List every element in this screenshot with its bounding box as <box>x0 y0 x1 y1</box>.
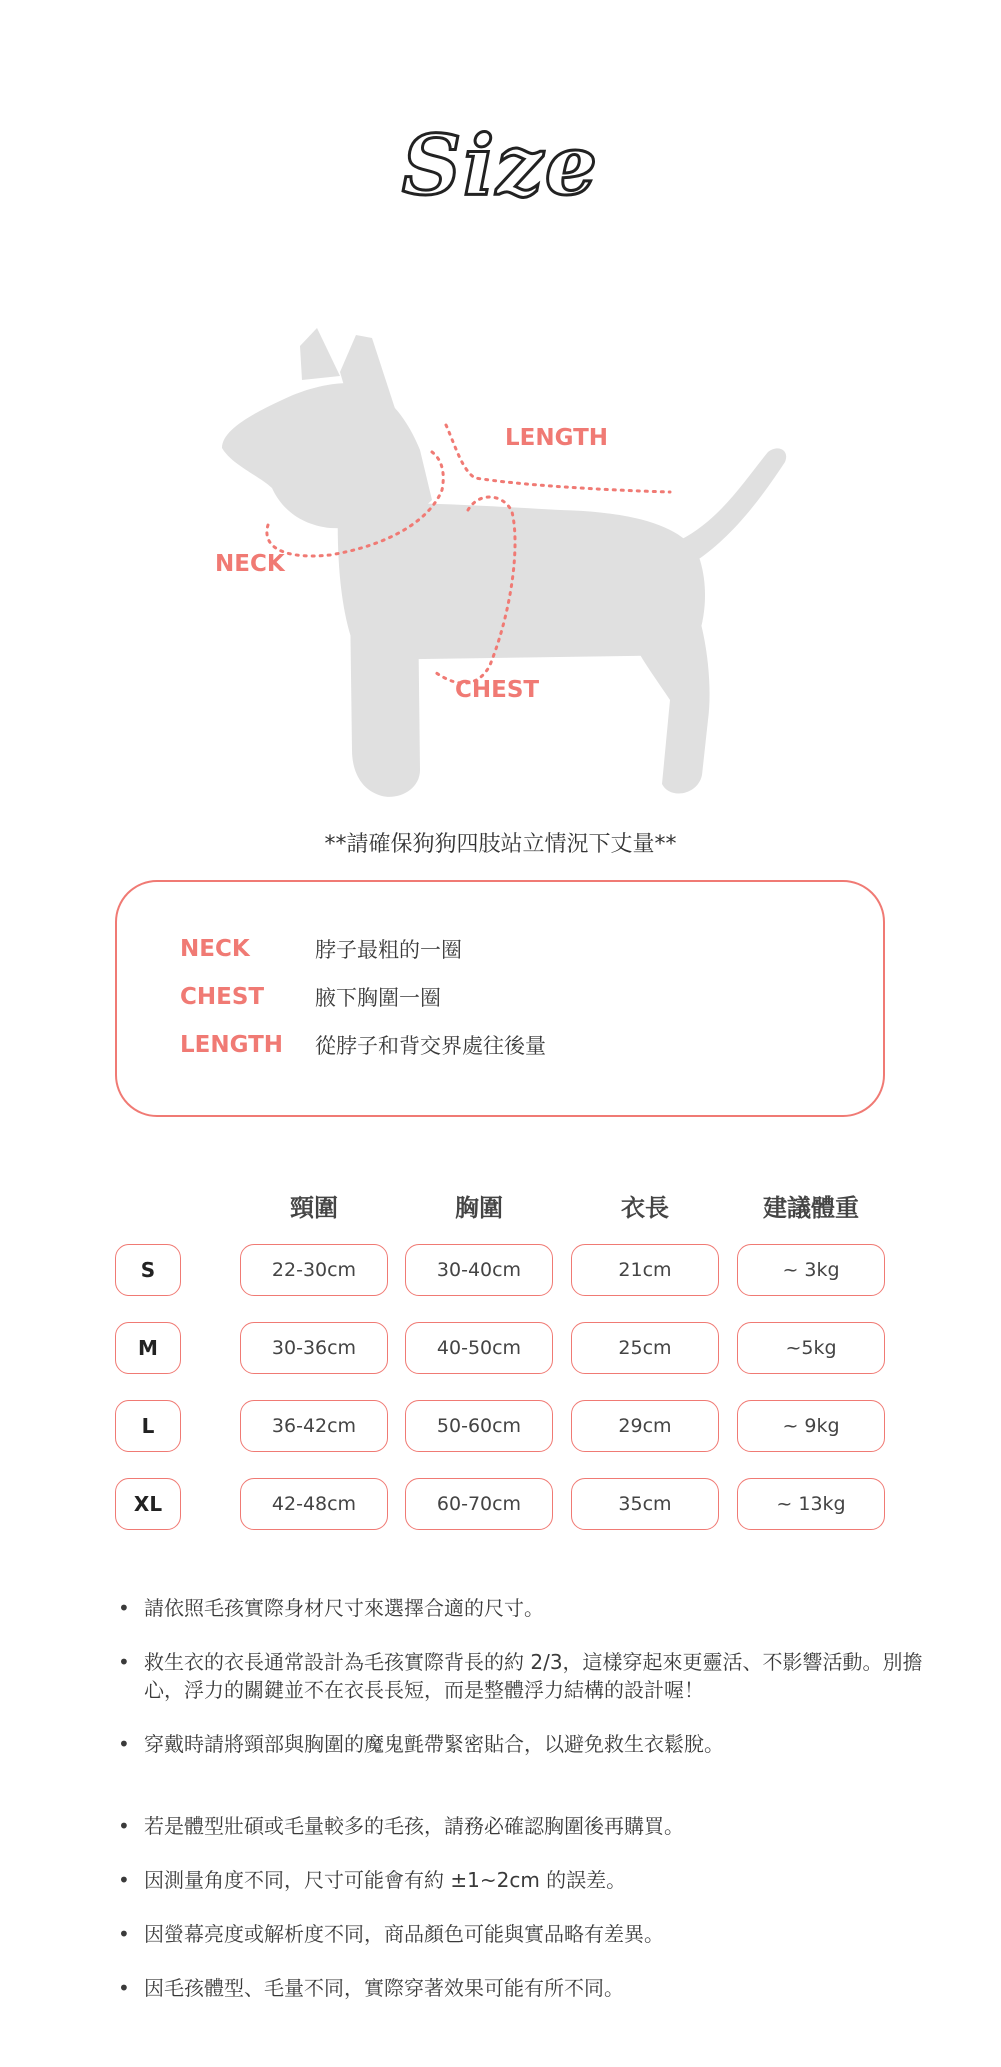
bullet-icon: • <box>118 1814 130 1838</box>
definitions-box <box>115 880 885 1117</box>
column-header-length: 衣長 <box>621 1194 669 1222</box>
title-text: Size <box>401 118 600 214</box>
note-text: 因螢幕亮度或解析度不同，商品顏色可能與實品略有差異。 <box>144 1922 664 1946</box>
neck-label: NECK <box>215 551 285 577</box>
column-header-weight: 建議體重 <box>763 1194 859 1222</box>
neck-cell: 36-42cm <box>240 1400 388 1452</box>
note-text: 穿戴時請將頸部與胸圍的魔鬼氈帶緊密貼合，以避免救生衣鬆脫。 <box>144 1732 724 1756</box>
definition-desc: 腋下胸圍一圈 <box>315 986 441 1010</box>
size-cell-s: S <box>115 1244 181 1296</box>
definition-term: CHEST <box>180 984 265 1010</box>
neck-cell: 30-36cm <box>240 1322 388 1374</box>
weight-cell: ~ 13kg <box>737 1478 885 1530</box>
dog-silhouette <box>222 328 786 797</box>
page-title <box>0 118 1001 214</box>
bullet-icon: • <box>118 1732 130 1756</box>
chest-cell: 40-50cm <box>405 1322 553 1374</box>
bullet-icon: • <box>118 1868 130 1892</box>
neck-cell: 42-48cm <box>240 1478 388 1530</box>
length-cell: 35cm <box>571 1478 719 1530</box>
note-text: 救生衣的衣長通常設計為毛孩實際背長的約 2/3，這樣穿起來更靈活、不影響活動。別擔心，浮力的關鍵並不在衣長長短，而是整體浮力結構的設計喔！ <box>144 1650 923 1702</box>
note-text: 因測量角度不同，尺寸可能會有約 ±1~2cm 的誤差。 <box>144 1868 627 1892</box>
weight-cell: ~5kg <box>737 1322 885 1374</box>
definition-row <box>180 1030 546 1060</box>
note-item <box>118 1594 938 1622</box>
note-item <box>118 1812 938 1840</box>
bullet-icon: • <box>118 1596 130 1620</box>
bullet-icon: • <box>118 1650 130 1674</box>
note-item <box>118 1866 938 1894</box>
definition-row <box>180 982 441 1012</box>
chest-cell: 30-40cm <box>405 1244 553 1296</box>
column-header-neck: 頸圍 <box>290 1194 338 1222</box>
chest-cell: 50-60cm <box>405 1400 553 1452</box>
note-item <box>118 1730 938 1758</box>
dog-measurement-diagram <box>200 320 800 820</box>
chest-label: CHEST <box>455 677 540 703</box>
definition-row <box>180 934 462 964</box>
definition-desc: 從脖子和背交界處往後量 <box>315 1034 546 1058</box>
note-text: 若是體型壯碩或毛量較多的毛孩，請務必確認胸圍後再購買。 <box>144 1814 684 1838</box>
definition-term: NECK <box>180 936 250 962</box>
size-cell-l: L <box>115 1400 181 1452</box>
length-label: LENGTH <box>505 425 609 451</box>
weight-cell: ~ 9kg <box>737 1400 885 1452</box>
note-item <box>118 1920 938 1948</box>
length-cell: 29cm <box>571 1400 719 1452</box>
column-header-chest: 胸圍 <box>455 1194 503 1222</box>
neck-cell: 22-30cm <box>240 1244 388 1296</box>
bullet-icon: • <box>118 1922 130 1946</box>
note-text: 因毛孩體型、毛量不同，實際穿著效果可能有所不同。 <box>144 1976 624 2000</box>
length-cell: 21cm <box>571 1244 719 1296</box>
definition-term: LENGTH <box>180 1032 284 1058</box>
measure-note: **請確保狗狗四肢站立情況下丈量** <box>324 832 677 857</box>
length-cell: 25cm <box>571 1322 719 1374</box>
note-item <box>118 1648 938 1704</box>
weight-cell: ~ 3kg <box>737 1244 885 1296</box>
size-cell-xl: XL <box>115 1478 181 1530</box>
bullet-icon: • <box>118 1976 130 2000</box>
chest-cell: 60-70cm <box>405 1478 553 1530</box>
note-item <box>118 1974 938 2002</box>
note-text: 請依照毛孩實際身材尺寸來選擇合適的尺寸。 <box>144 1596 544 1620</box>
definition-desc: 脖子最粗的一圈 <box>315 938 462 962</box>
size-cell-m: M <box>115 1322 181 1374</box>
